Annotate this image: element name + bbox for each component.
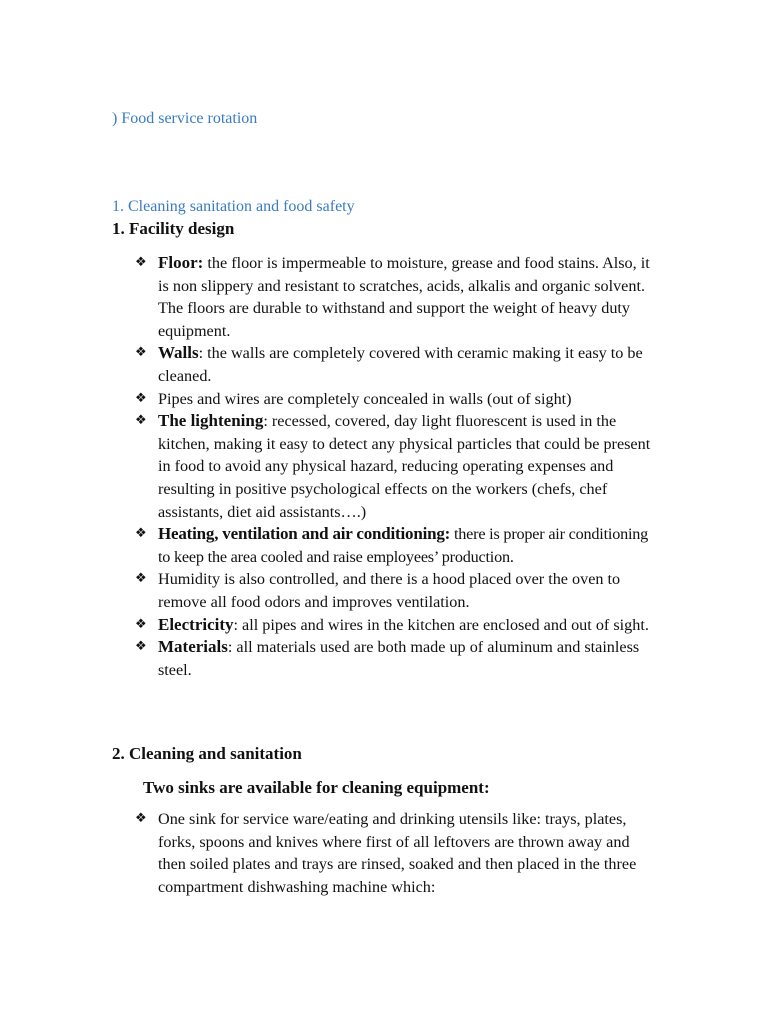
list-item: [135, 342, 655, 387]
item-term: Electricity: [158, 614, 234, 634]
item-text: : all materials used are both made up of aluminum and stainless steel.: [158, 638, 640, 679]
item-term: Walls: [158, 343, 199, 363]
list-item: [135, 523, 655, 568]
diamond-bullet-icon: ❖: [135, 616, 147, 632]
item-term: Materials: [158, 637, 228, 657]
diamond-bullet-icon: ❖: [135, 390, 147, 406]
item-text: : recessed, covered, day light fluorescent is used in the kitchen, making it easy to detect any physical particles that could be present in food to avoid any physical hazard, reducing operating expenses and resulting in positive psychological effects on the workers (chefs, chef assistants, diet aid assistants….): [158, 412, 651, 521]
item-text: : the walls are completely covered with ceramic making it easy to be cleaned.: [158, 344, 643, 385]
diamond-bullet-icon: ❖: [135, 255, 147, 270]
item-text: Pipes and wires are completely concealed in walls (out of sight): [158, 389, 572, 408]
diamond-bullet-icon: ❖: [135, 639, 147, 655]
list-item: [135, 636, 655, 681]
diamond-bullet-icon: ❖: [135, 345, 147, 361]
item-text: Humidity is also controlled, and there is a hood placed over the oven to remove all food odors and improves ventilation.: [158, 570, 621, 611]
facility-design-heading: 1. Facility design: [112, 219, 235, 238]
sinks-subheading: Two sinks are available for cleaning equipment:: [143, 778, 490, 797]
list-item: [135, 614, 655, 637]
list-item: [135, 808, 655, 898]
cleaning-sanitation-heading: 2. Cleaning and sanitation: [112, 744, 302, 763]
item-term: The lightening: [158, 411, 264, 431]
facility-design-list: [135, 252, 655, 681]
item-text: the floor is impermeable to moisture, grease and food stains. Also, it is non slippery and resistant to scratches, acids, alkalis and organic solvent. The floors are durable to withstand and support the weight of heavy duty equipment.: [158, 254, 650, 340]
item-term: Floor:: [158, 253, 204, 272]
rotation-title: ) Food service rotation: [112, 110, 258, 127]
diamond-bullet-icon: ❖: [135, 571, 147, 587]
list-item: [135, 388, 655, 411]
list-item: [135, 410, 655, 523]
diamond-bullet-icon: ❖: [135, 413, 147, 429]
cleaning-list: [135, 808, 655, 898]
item-text: : all pipes and wires in the kitchen are enclosed and out of sight.: [233, 615, 649, 634]
list-item: [135, 568, 655, 613]
item-text: there is proper air conditioning to keep the area cooled and raise employees’ production.: [158, 525, 649, 566]
item-term: Heating, ventilation and air conditioning:: [158, 524, 451, 544]
item-text: One sink for service ware/eating and drinking utensils like: trays, plates, forks, spoons and knives where first of all leftovers are thrown away and then soiled plates and trays are rinsed, soaked and then placed in the three compartment dishwashing machine which:: [158, 810, 637, 896]
list-item: [135, 252, 655, 342]
diamond-bullet-icon: ❖: [135, 811, 147, 826]
diamond-bullet-icon: ❖: [135, 526, 147, 542]
section-title: 1. Cleaning sanitation and food safety: [112, 198, 355, 215]
